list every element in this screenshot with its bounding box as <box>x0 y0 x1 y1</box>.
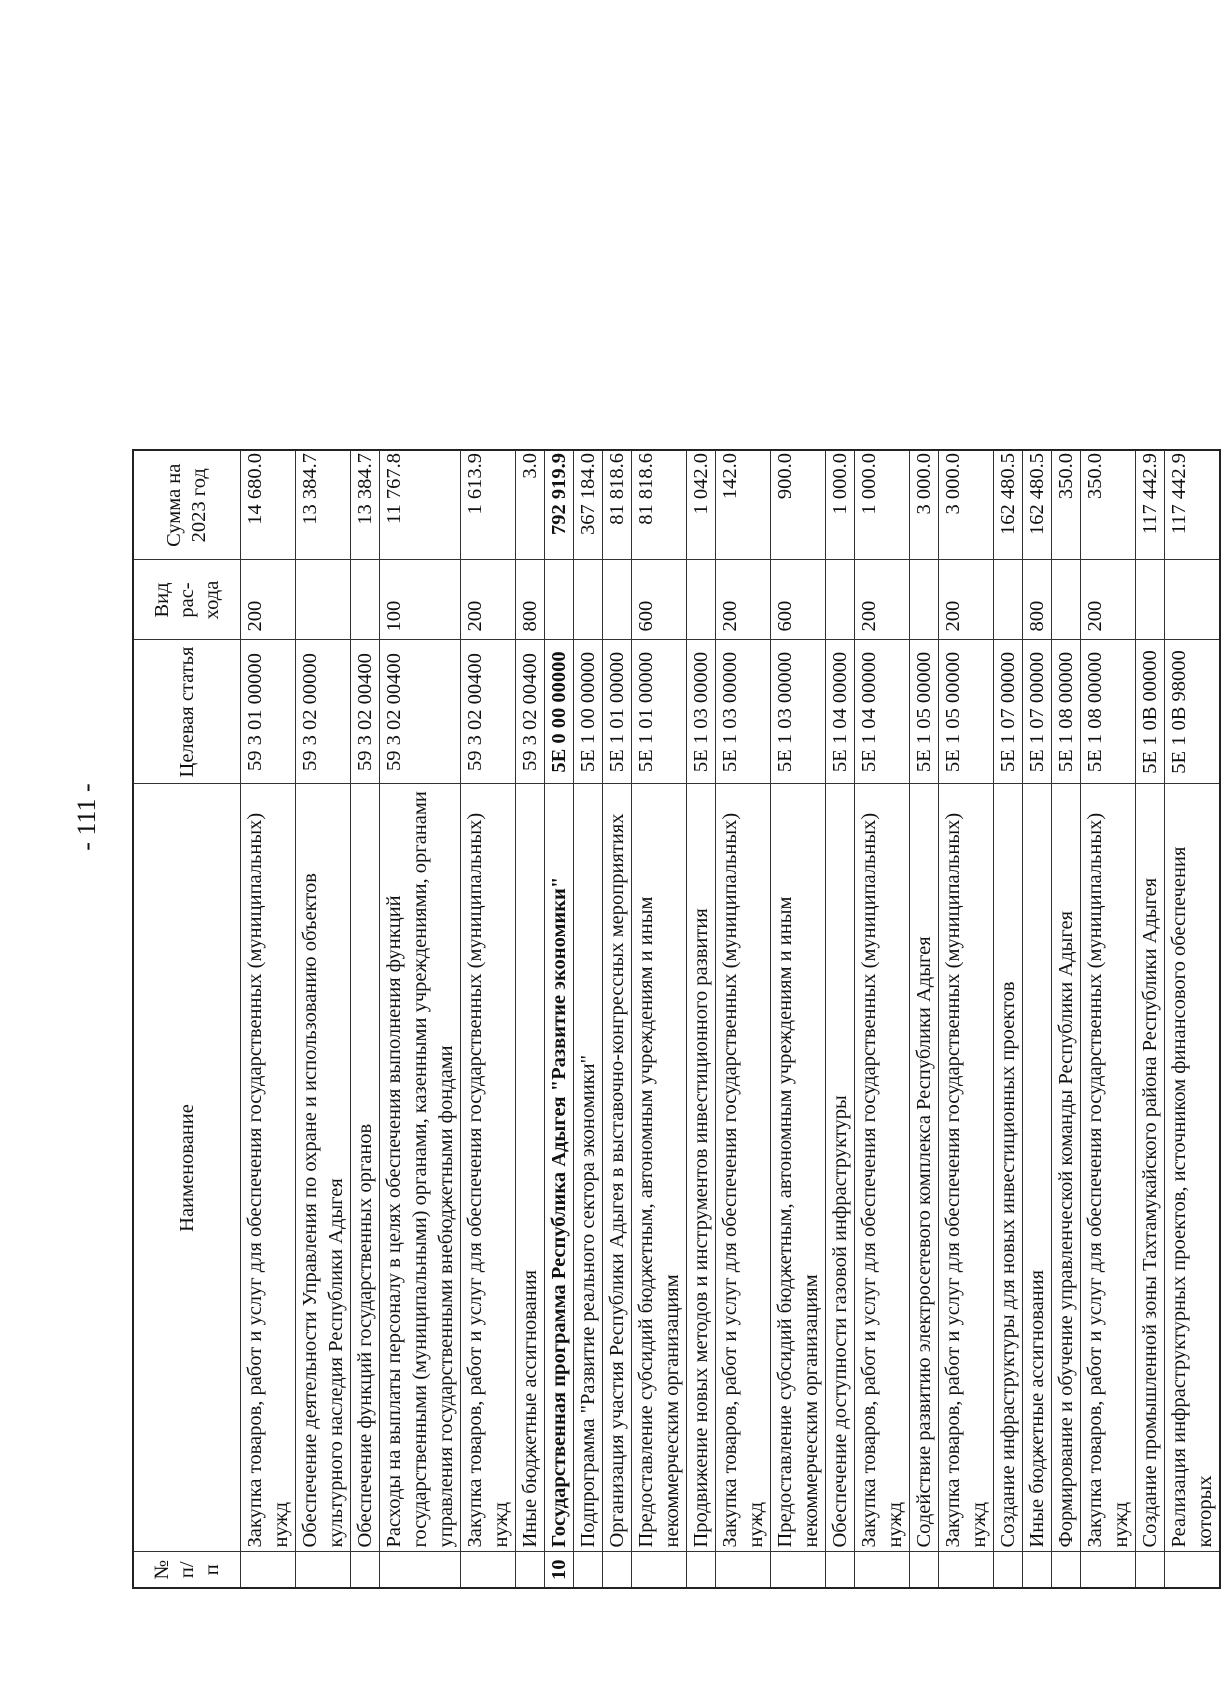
cell-code: 5Е 1 00 00000 <box>574 640 603 784</box>
cell-name: Обеспечение доступности газовой инфраструктуры <box>826 784 855 1552</box>
table-row <box>351 450 380 1588</box>
cell-num <box>603 1552 632 1588</box>
cell-name: Закупка товаров, работ и услуг для обеспечения государственных (муниципальных) нужд <box>1081 784 1136 1552</box>
cell-name: Создание промышленной зоны Тахтамукайского района Республики Адыгея <box>1136 784 1165 1552</box>
cell-code: 5Е 1 0В 00000 <box>1136 640 1165 784</box>
table-row <box>1081 450 1136 1588</box>
cell-code: 5Е 1 08 00000 <box>1052 640 1081 784</box>
cell-name: Закупка товаров, работ и услуг для обеспечения государственных (муниципальных) нужд <box>855 784 910 1552</box>
cell-code: 5Е 1 05 00000 <box>939 640 994 784</box>
cell-code: 5Е 1 04 00000 <box>855 640 910 784</box>
cell-sum: 350.0 <box>1052 450 1081 560</box>
cell-name: Содействие развитию электросетевого комплекса Республики Адыгея <box>910 784 939 1552</box>
cell-code: 59 3 02 00400 <box>516 640 545 784</box>
table-row <box>603 450 632 1588</box>
cell-code: 59 3 01 00000 <box>241 640 296 784</box>
cell-vr: 200 <box>461 560 516 640</box>
table-body <box>241 450 1221 1588</box>
cell-num <box>855 1552 910 1588</box>
cell-num <box>826 1552 855 1588</box>
table-row <box>716 450 771 1588</box>
cell-vr: 600 <box>771 560 826 640</box>
table-header-row <box>133 450 241 1588</box>
cell-sum: 14 680.0 <box>241 450 296 560</box>
cell-name: Предоставление субсидий бюджетным, автономным учреждениям и иным некоммерческим организациям <box>632 784 687 1552</box>
header-num: № п/п <box>133 1552 241 1588</box>
table-row <box>1165 450 1221 1588</box>
cell-num <box>1052 1552 1081 1588</box>
cell-num <box>1165 1552 1221 1588</box>
cell-sum: 792 919.9 <box>545 450 574 560</box>
cell-sum: 81 818.6 <box>632 450 687 560</box>
table-row <box>687 450 716 1588</box>
cell-num <box>1136 1552 1165 1588</box>
cell-sum: 3 000.0 <box>939 450 994 560</box>
cell-num <box>516 1552 545 1588</box>
cell-name: Продвижение новых методов и инструментов инвестиционного развития <box>687 784 716 1552</box>
cell-vr: 600 <box>632 560 687 640</box>
cell-vr <box>603 560 632 640</box>
cell-vr <box>1136 560 1165 640</box>
header-sum: Сумма на 2023 год <box>133 450 241 560</box>
cell-sum: 162 480.5 <box>1023 450 1052 560</box>
cell-vr: 200 <box>241 560 296 640</box>
cell-code: 5Е 1 04 00000 <box>826 640 855 784</box>
header-name: Наименование <box>133 784 241 1552</box>
cell-num <box>771 1552 826 1588</box>
cell-name: Обеспечение функций государственных органов <box>351 784 380 1552</box>
cell-vr <box>826 560 855 640</box>
cell-name: Предоставление субсидий бюджетным, автономным учреждениям и иным некоммерческим организациям <box>771 784 826 1552</box>
header-code: Целевая статья <box>133 640 241 784</box>
cell-vr: 200 <box>1081 560 1136 640</box>
table-row <box>380 450 461 1588</box>
cell-name: Иные бюджетные ассигнования <box>516 784 545 1552</box>
cell-vr <box>296 560 351 640</box>
cell-sum: 900.0 <box>771 450 826 560</box>
cell-num <box>1081 1552 1136 1588</box>
cell-name: Закупка товаров, работ и услуг для обеспечения государственных (муниципальных) нужд <box>939 784 994 1552</box>
cell-num <box>461 1552 516 1588</box>
cell-name: Закупка товаров, работ и услуг для обеспечения государственных (муниципальных) нужд <box>716 784 771 1552</box>
cell-code: 5Е 1 07 00000 <box>994 640 1023 784</box>
cell-code: 5Е 1 05 00000 <box>910 640 939 784</box>
cell-vr: 200 <box>939 560 994 640</box>
cell-num <box>632 1552 687 1588</box>
cell-code: 5Е 1 08 00000 <box>1081 640 1136 784</box>
cell-num <box>574 1552 603 1588</box>
cell-name: Закупка товаров, работ и услуг для обеспечения государственных (муниципальных) нужд <box>241 784 296 1552</box>
table-row <box>994 450 1023 1588</box>
cell-code: 5Е 1 03 00000 <box>716 640 771 784</box>
cell-code: 5Е 1 07 00000 <box>1023 640 1052 784</box>
cell-sum: 1 000.0 <box>826 450 855 560</box>
cell-num <box>994 1552 1023 1588</box>
cell-sum: 350.0 <box>1081 450 1136 560</box>
cell-sum: 1 000.0 <box>855 450 910 560</box>
table-row <box>826 450 855 1588</box>
page-number: - 111 - <box>72 783 101 851</box>
cell-num <box>1023 1552 1052 1588</box>
table-row <box>461 450 516 1588</box>
table-row <box>1023 450 1052 1588</box>
cell-sum: 162 480.5 <box>994 450 1023 560</box>
cell-sum: 142.0 <box>716 450 771 560</box>
cell-vr <box>687 560 716 640</box>
cell-sum: 13 384.7 <box>296 450 351 560</box>
cell-sum: 1 042.0 <box>687 450 716 560</box>
table-row <box>545 450 574 1588</box>
cell-code: 59 3 02 00400 <box>351 640 380 784</box>
cell-num <box>296 1552 351 1588</box>
cell-vr <box>910 560 939 640</box>
cell-vr <box>994 560 1023 640</box>
cell-vr <box>545 560 574 640</box>
cell-num <box>910 1552 939 1588</box>
cell-vr: 200 <box>716 560 771 640</box>
table-row <box>1136 450 1165 1588</box>
cell-code: 5Е 1 01 00000 <box>632 640 687 784</box>
cell-vr: 800 <box>1023 560 1052 640</box>
header-vr: Вид рас- хода <box>133 560 241 640</box>
cell-vr: 800 <box>516 560 545 640</box>
cell-sum: 13 384.7 <box>351 450 380 560</box>
cell-name: Формирование и обучение управленческой команды Республики Адыгея <box>1052 784 1081 1552</box>
table-row <box>296 450 351 1588</box>
cell-code: 5Е 1 0В 98000 <box>1165 640 1221 784</box>
cell-sum: 3.0 <box>516 450 545 560</box>
cell-vr <box>351 560 380 640</box>
budget-table <box>132 449 1221 1589</box>
cell-sum: 81 818.6 <box>603 450 632 560</box>
table-row <box>574 450 603 1588</box>
table-row <box>516 450 545 1588</box>
cell-code: 5Е 1 01 00000 <box>603 640 632 784</box>
cell-num <box>716 1552 771 1588</box>
cell-name: Государственная программа Республика Адыгея "Развитие экономики" <box>545 784 574 1552</box>
cell-num <box>687 1552 716 1588</box>
cell-sum: 117 442.9 <box>1136 450 1165 560</box>
cell-num: 10 <box>545 1552 574 1588</box>
cell-sum: 117 442.9 <box>1165 450 1221 560</box>
cell-num <box>351 1552 380 1588</box>
table-row <box>771 450 826 1588</box>
cell-code: 59 3 02 00000 <box>296 640 351 784</box>
cell-code: 5Е 0 00 00000 <box>545 640 574 784</box>
cell-name: Создание инфраструктуры для новых инвестиционных проектов <box>994 784 1023 1552</box>
table-row <box>241 450 296 1588</box>
cell-sum: 3 000.0 <box>910 450 939 560</box>
cell-code: 59 3 02 00400 <box>380 640 461 784</box>
cell-code: 5Е 1 03 00000 <box>687 640 716 784</box>
cell-name: Расходы на выплаты персоналу в целях обеспечения выполнения функций государственными (муниципальными) органами, казенными учреждениями, органами управления государственными внебюджетными фондами <box>380 784 461 1552</box>
cell-name: Подпрограмма "Развитие реального сектора экономики" <box>574 784 603 1552</box>
table-row <box>855 450 910 1588</box>
table-row <box>1052 450 1081 1588</box>
cell-vr <box>1165 560 1221 640</box>
cell-sum: 367 184.0 <box>574 450 603 560</box>
cell-code: 5Е 1 03 00000 <box>771 640 826 784</box>
cell-vr <box>1052 560 1081 640</box>
table-row <box>939 450 994 1588</box>
table-row <box>910 450 939 1588</box>
cell-code: 59 3 02 00400 <box>461 640 516 784</box>
cell-vr: 200 <box>855 560 910 640</box>
cell-num <box>380 1552 461 1588</box>
cell-num <box>241 1552 296 1588</box>
cell-num <box>939 1552 994 1588</box>
cell-name: Закупка товаров, работ и услуг для обеспечения государственных (муниципальных) нужд <box>461 784 516 1552</box>
cell-name: Реализация инфраструктурных проектов, источником финансового обеспечения которых <box>1165 784 1221 1552</box>
cell-vr <box>574 560 603 640</box>
table-row <box>632 450 687 1588</box>
cell-name: Обеспечение деятельности Управления по охране и использованию объектов культурного наследия Республики Адыгея <box>296 784 351 1552</box>
cell-sum: 11 767.8 <box>380 450 461 560</box>
cell-vr: 100 <box>380 560 461 640</box>
cell-sum: 1 613.9 <box>461 450 516 560</box>
cell-name: Организация участия Республики Адыгея в выставочно-конгрессных мероприятиях <box>603 784 632 1552</box>
cell-name: Иные бюджетные ассигнования <box>1023 784 1052 1552</box>
